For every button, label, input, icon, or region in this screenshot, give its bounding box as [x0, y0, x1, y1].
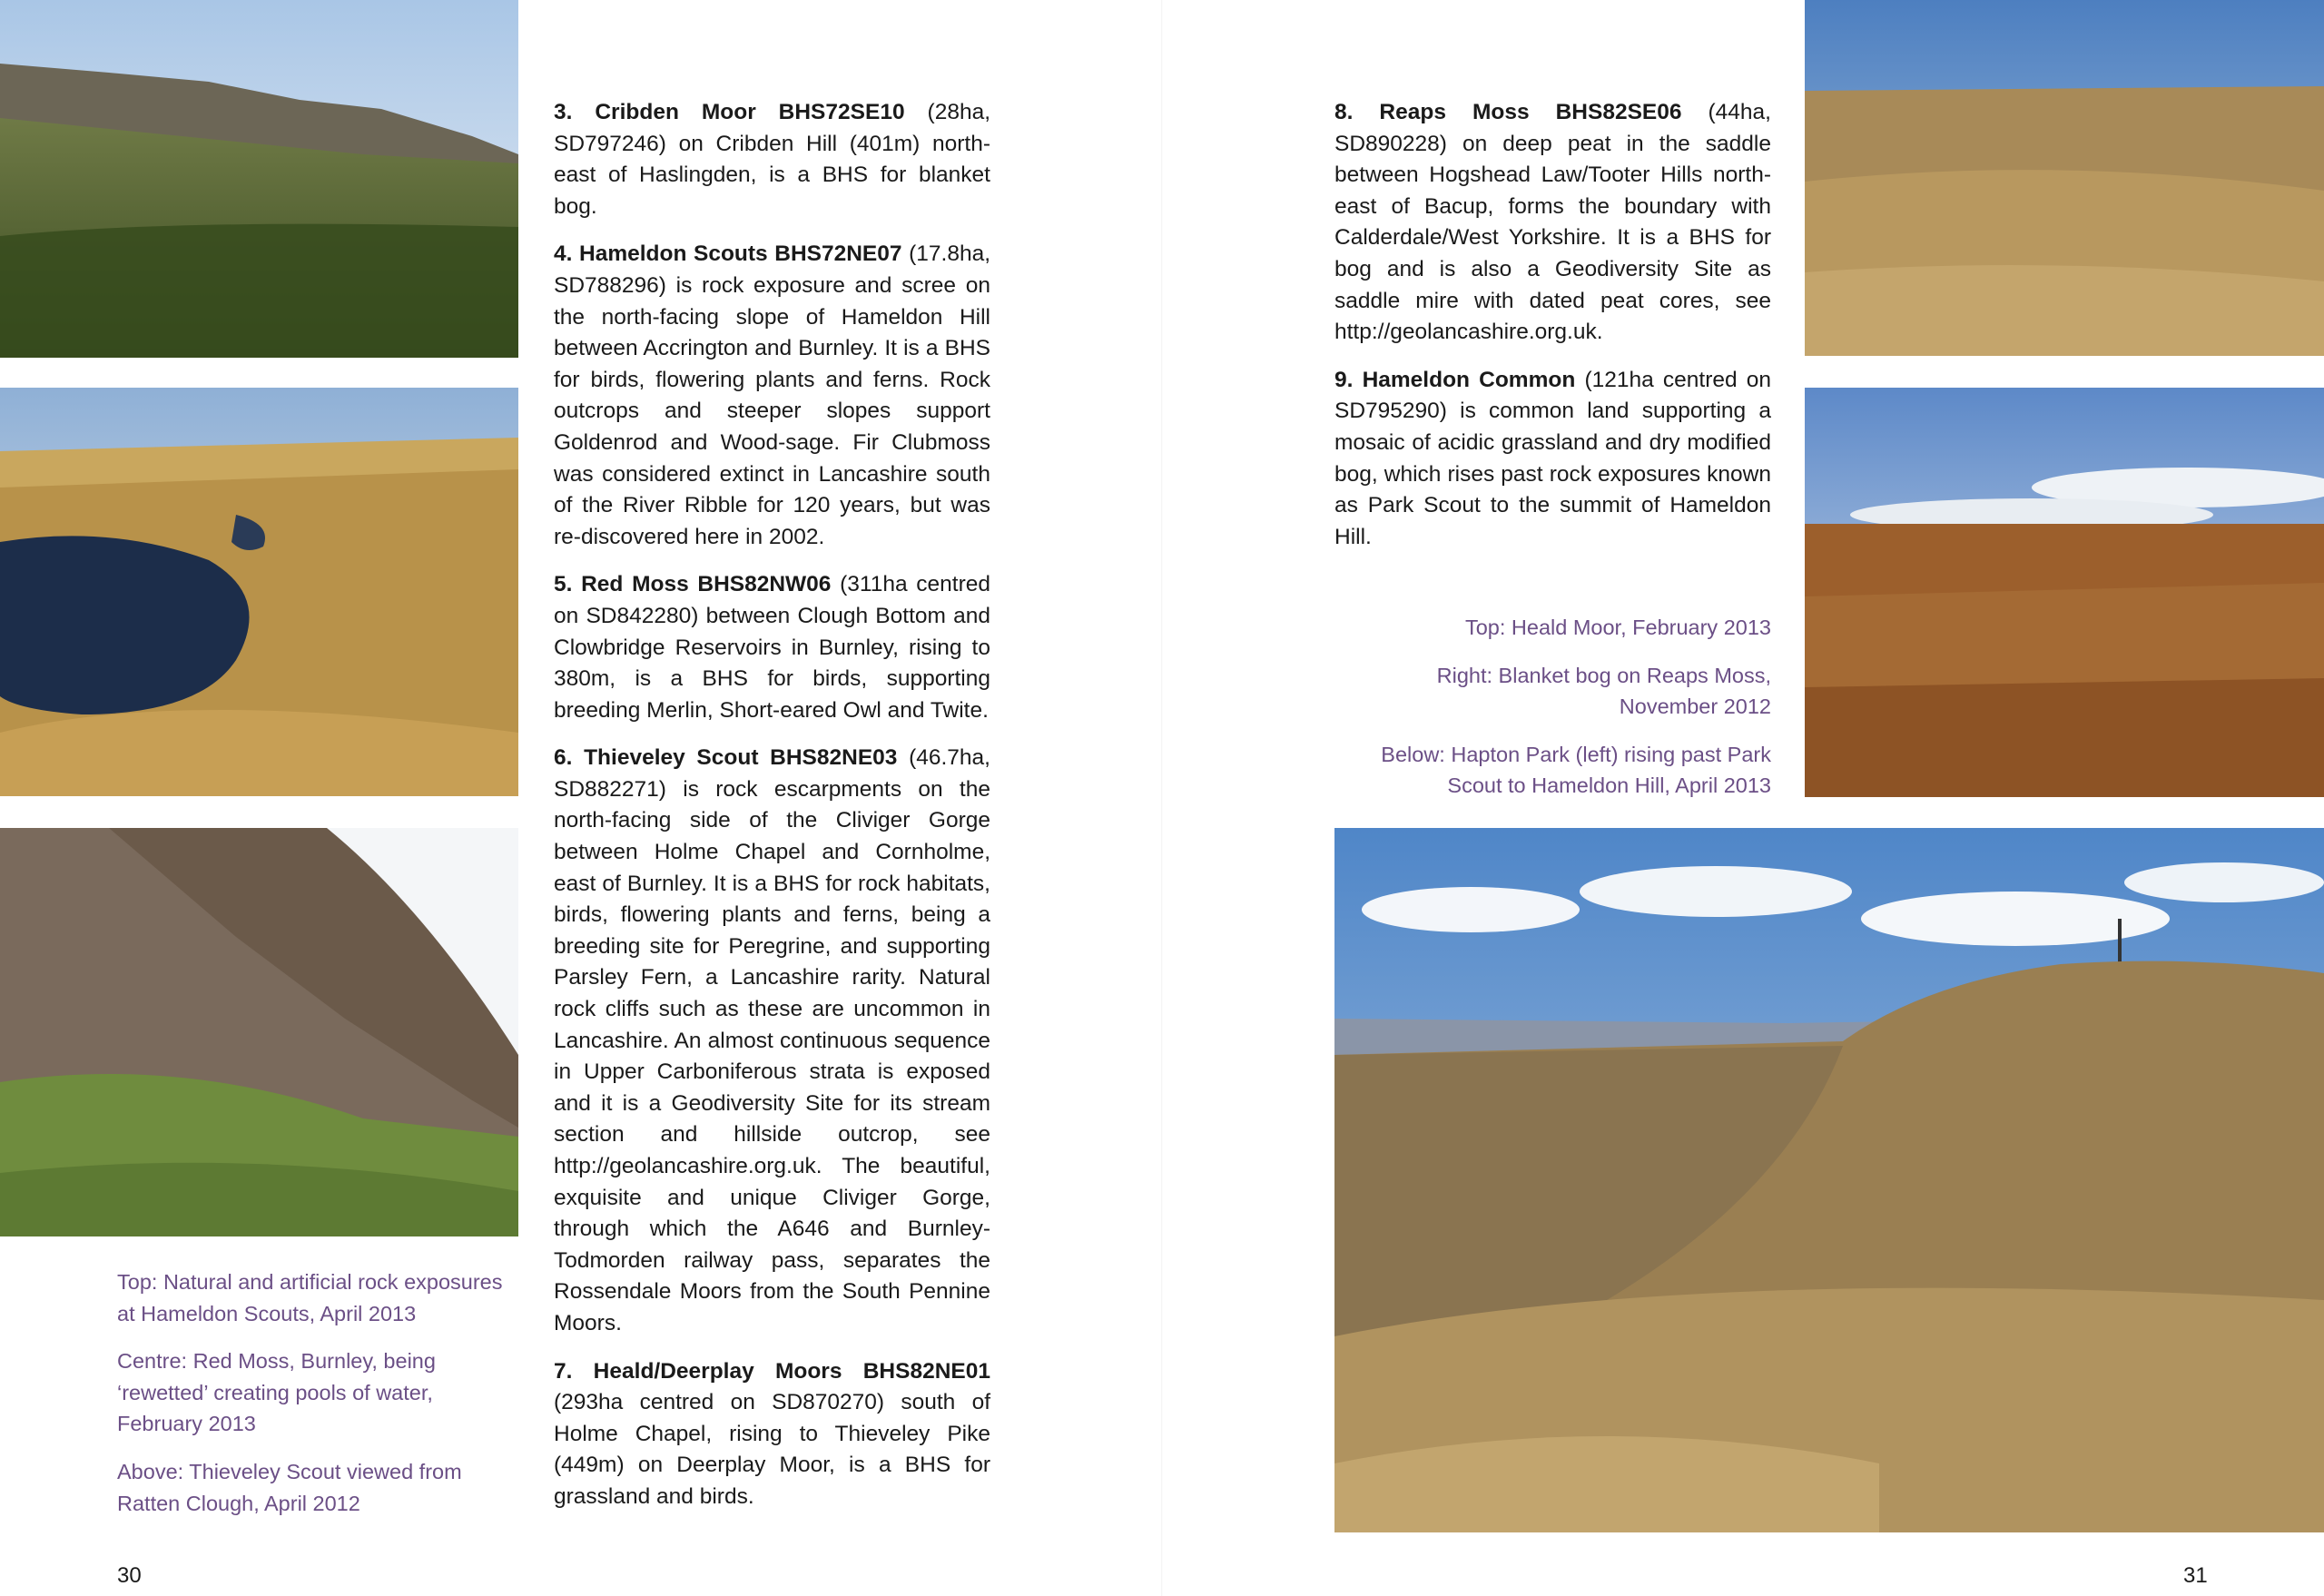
caption-top: Top: Heald Moor, February 2013 [1464, 616, 1771, 639]
entry-text: (28ha, SD797246) on Cribden Hill (401m) north-east of Haslingden, is a BHS for blanket bog. [554, 100, 990, 219]
right-text-column [1334, 97, 1771, 569]
entry-heading: 5. Red Moss BHS82NW06 [554, 572, 832, 597]
caption-below: Below: Hapton Park (left) rising past Park Scout to Hameldon Hill, April 2013 [1381, 742, 1771, 798]
entry-heading: 6. Thieveley Scout BHS82NE03 [554, 745, 898, 771]
thieveley-scout-photo [0, 828, 518, 1236]
page-number-right: 31 [2183, 1563, 2208, 1588]
entry-cribden-moor [554, 97, 990, 222]
entry-thieveley-scout [554, 743, 990, 1339]
page-number-left: 30 [117, 1563, 142, 1588]
left-captions [117, 1266, 517, 1535]
heald-moor-photo [1805, 0, 2324, 356]
entry-text: (46.7ha, SD882271) is rock escarpments on the north-facing side of the Cliviger Gorge between Holme Chapel and Cornholme, east of Burnley. It is a BHS for rock habitats, birds, flowering plants and ferns, being a breeding site for Peregrine, and supporting Parsley Fern, a Lancashire rarity. Natural rock cliffs such as these are uncommon in Lancashire. An almost continuous sequence in Upper Carboniferous strata is exposed and it is a Geodiversity Site for its stream section and hillside outcrop, see http://geolancashire.org.uk. The beautiful, exquisite and unique Cliviger Gorge, through which the A646 and Burnley-Todmorden railway pass, separates the Rossendale Moors from the South Pennine Moors. [554, 745, 990, 1335]
entry-hameldon-common [1334, 365, 1771, 554]
reaps-moss-photo [1805, 388, 2324, 797]
entry-heading: 7. Heald/Deerplay Moors BHS82NE01 [554, 1358, 990, 1384]
entry-red-moss [554, 569, 990, 726]
right-captions [1353, 612, 1771, 818]
entry-heading: 3. Cribden Moor BHS72SE10 [554, 100, 905, 124]
entry-heading: 8. Reaps Moss BHS82SE06 [1334, 100, 1682, 124]
caption-right: Right: Blanket bog on Reaps Moss, November 2012 [1436, 663, 1771, 719]
caption-centre: Centre: Red Moss, Burnley, being ‘rewetted’ creating pools of water, February 2013 [117, 1349, 436, 1436]
entry-text: (17.8ha, SD788296) is rock exposure and scree on the north-facing slope of Hameldon Hill between Accrington and Burnley. It is a BHS for birds, flowering plants and ferns. Rock outcrops and steeper slopes support Goldenrod and Wood-sage. Fir Clubmoss was considered extinct in Lancashire south of the River Ribble for 120 years, but was re-discovered here in 2002. [554, 241, 991, 549]
entry-heading: 9. Hameldon Common [1334, 367, 1576, 392]
entry-text: (293ha centred on SD870270) south of Holme Chapel, rising to Thieveley Pike (449m) on Deerplay Moor, is a BHS for grassland and birds. [554, 1390, 990, 1509]
entry-reaps-moss [1334, 97, 1771, 349]
caption-above: Above: Thieveley Scout viewed from Ratten Clough, April 2012 [117, 1459, 462, 1515]
hameldon-scouts-photo [0, 0, 518, 358]
entry-text: (121ha centred on SD795290) is common land supporting a mosaic of acidic grassland and dry modified bog, which rises past rock exposures known as Park Scout to the summit of Hameldon Hill. [1334, 367, 1771, 549]
entry-hameldon-scouts [554, 239, 990, 553]
red-moss-pool-photo [0, 388, 518, 796]
entry-heading: 4. Hameldon Scouts BHS72NE07 [554, 241, 902, 267]
entry-text: (311ha centred on SD842280) between Clough Bottom and Clowbridge Reservoirs in Burnley, rising to 380m, is a BHS for birds, supporting breeding Merlin, Short-eared Owl and Twite. [554, 572, 990, 723]
entry-text: (44ha, SD890228) on deep peat in the saddle between Hogshead Law/Tooter Hills north-east of Bacup, forms the boundary with Calderdale/West Yorkshire. It is a BHS for bog and is also a Geodiversity Site as saddle mire with dated peat cores, see http://geolancashire.org.uk. [1334, 100, 1771, 345]
caption-top: Top: Natural and artificial rock exposures at Hameldon Scouts, April 2013 [117, 1270, 503, 1325]
entry-heald-deerplay [554, 1356, 990, 1513]
left-text-column [554, 97, 990, 1530]
hapton-park-photo [1334, 828, 2324, 1532]
page-gutter [1161, 0, 1163, 1596]
